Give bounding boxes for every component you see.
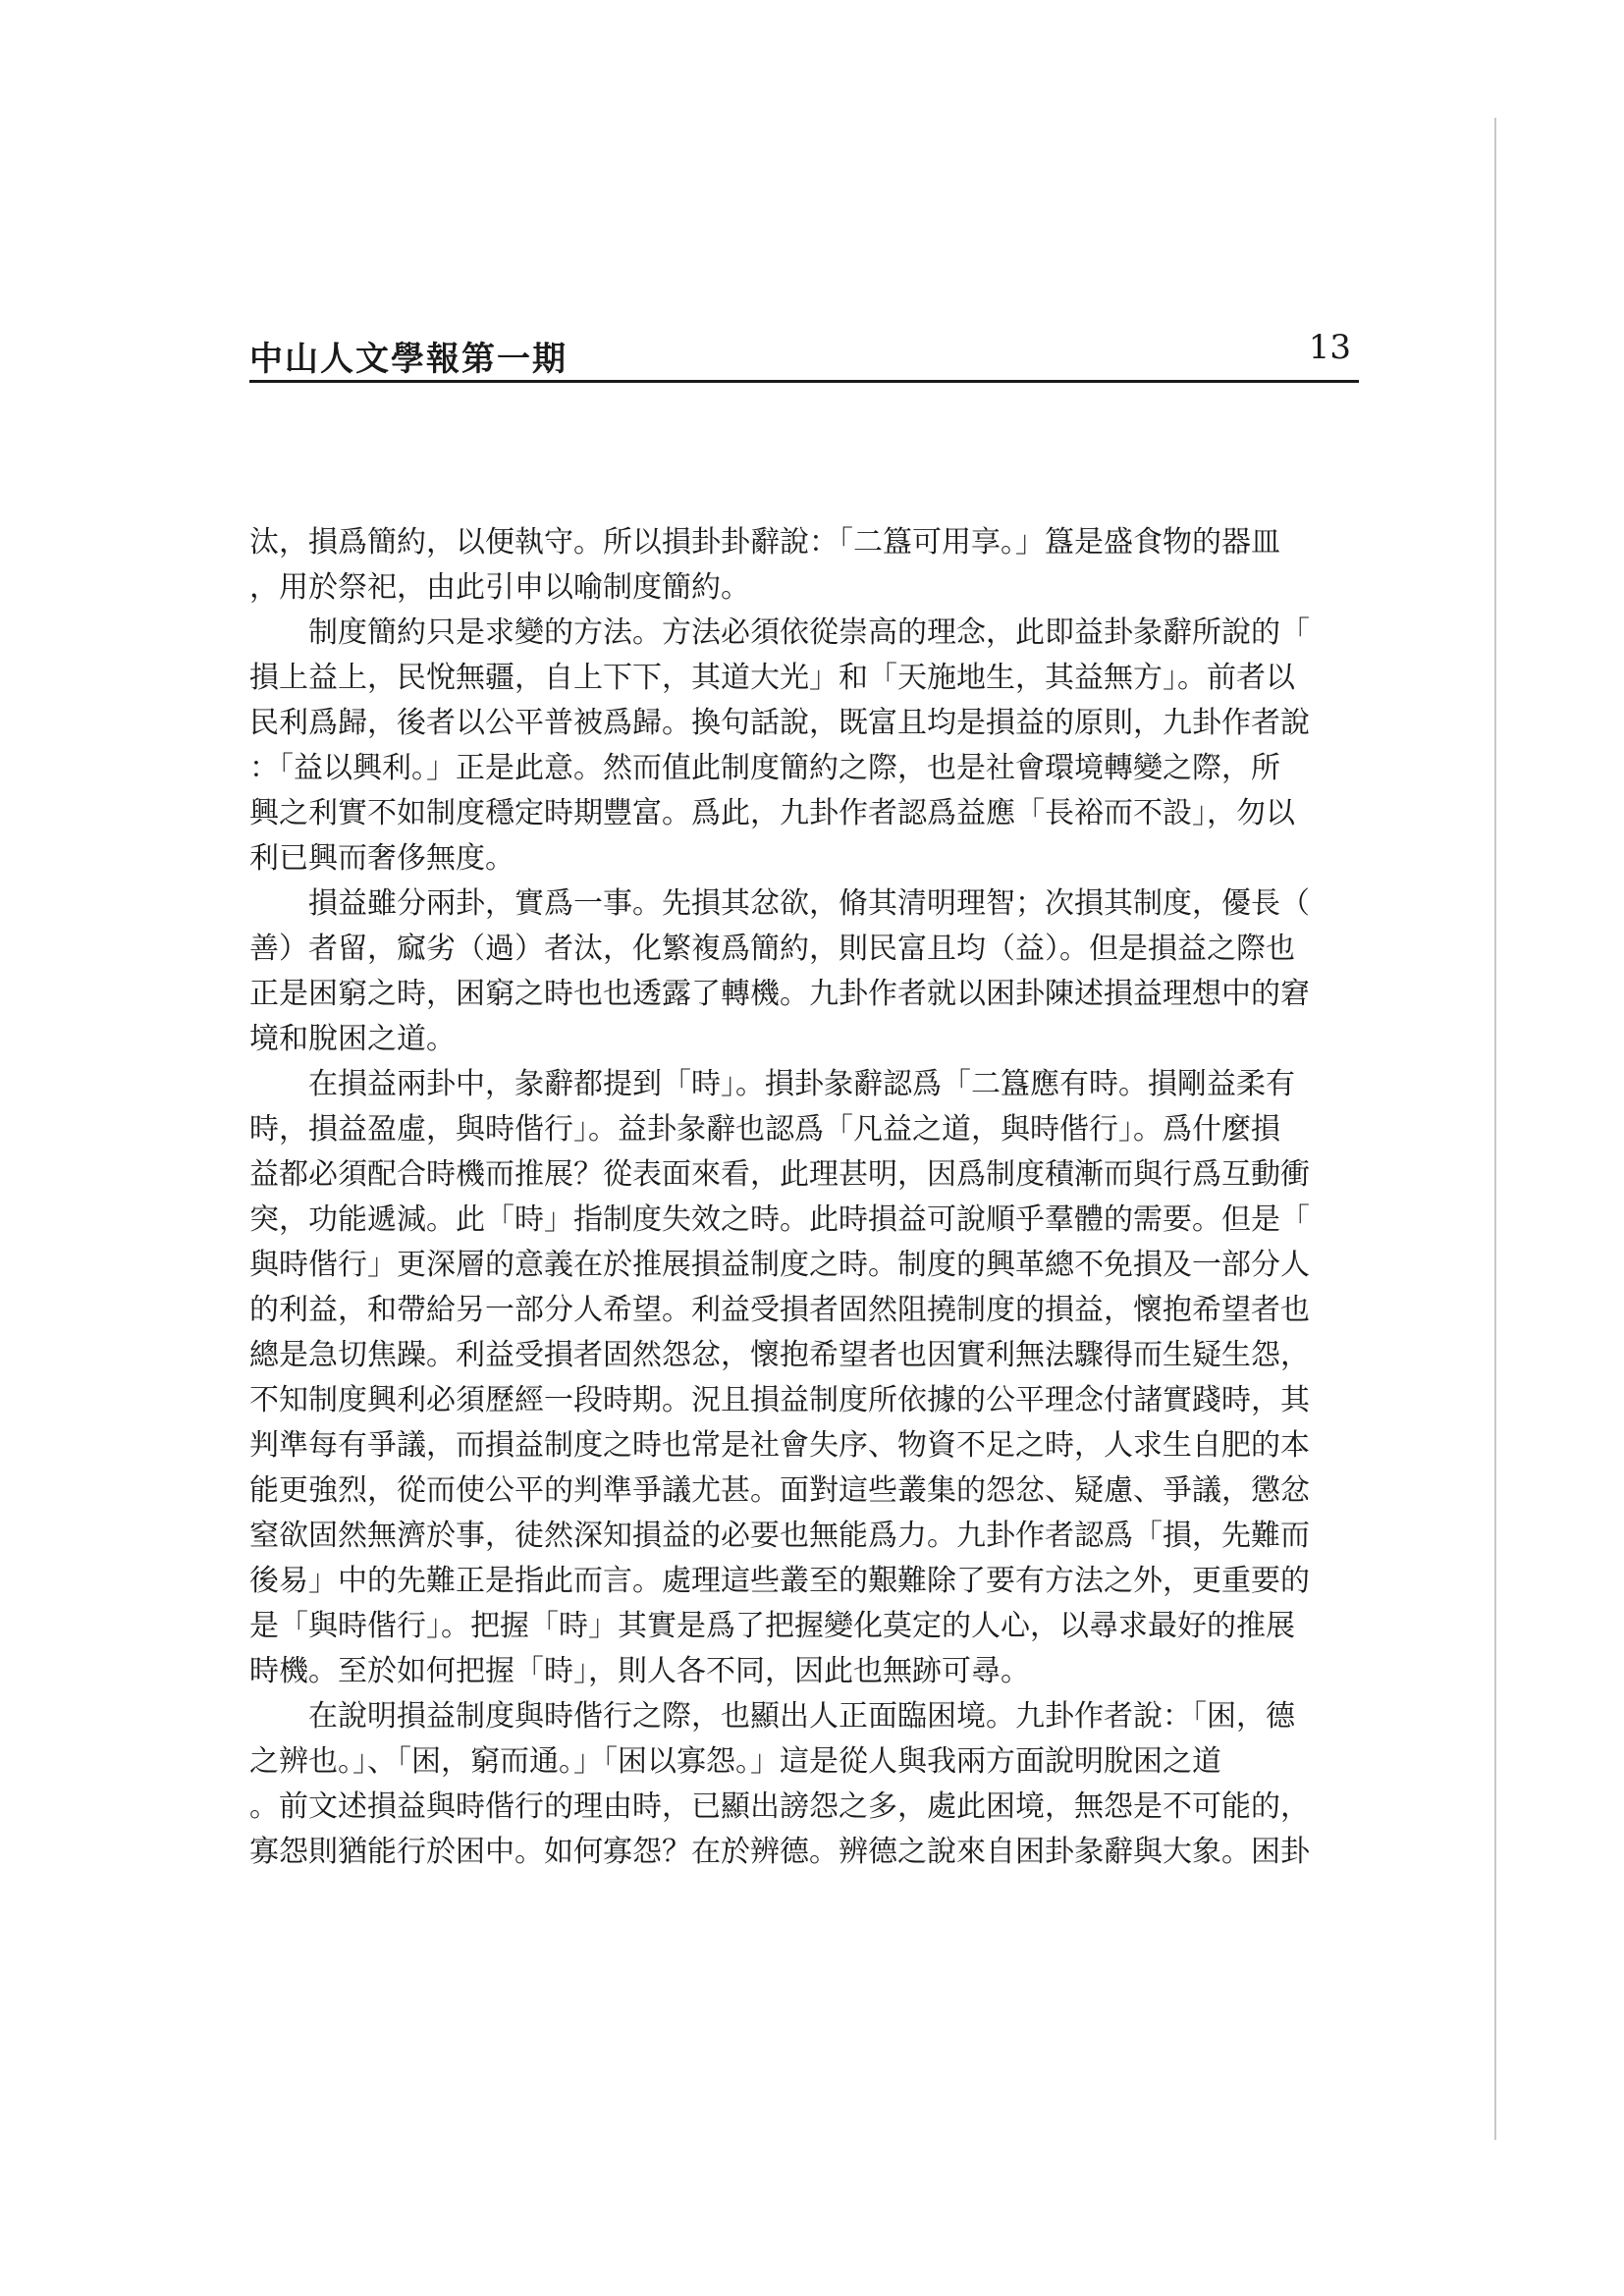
text-line: 民利爲歸，後者以公平普被爲歸。換句話說，既富且均是損益的原則，九卦作者說 [249, 706, 1310, 740]
text-line: 在損益兩卦中，彖辭都提到「時」。損卦彖辭認爲「二簋應有時。損剛益柔有 [308, 1067, 1295, 1101]
text-line: 境和脫困之道。 [249, 1022, 456, 1056]
page-number: 13 [1308, 328, 1351, 367]
text-line: 汰，損爲簡約，以便執守。所以損卦卦辭說：「二簋可用享。」簋是盛食物的器皿 [249, 525, 1280, 560]
scan-edge-line [1494, 118, 1496, 2140]
text-line: 在說明損益制度與時偕行之際，也顯出人正面臨困境。九卦作者說：「困，德 [308, 1699, 1295, 1734]
text-line: 寡怨則猶能行於困中。如何寡怨？在於辨德。辨德之說來自困卦彖辭與大象。困卦 [249, 1835, 1310, 1869]
text-line: 突，功能遞減。此「時」指制度失效之時。此時損益可說順乎羣體的需要。但是「 [249, 1202, 1310, 1237]
text-line: 後易」中的先難正是指此而言。處理這些叢至的艱難除了要有方法之外，更重要的 [249, 1564, 1310, 1598]
text-line: 與時偕行」更深層的意義在於推展損益制度之時。制度的興革總不免損及一部分人 [249, 1248, 1310, 1282]
text-line: 能更強烈，從而使公平的判準爭議尤甚。面對這些叢集的怨忿、疑慮、爭議，懲忿 [249, 1473, 1310, 1508]
body-text [249, 520, 1310, 1875]
text-line: 時機。至於如何把握「時」，則人各不同，因此也無跡可尋。 [249, 1654, 1030, 1688]
text-line: 時，損益盈虛，與時偕行」。益卦彖辭也認爲「凡益之道，與時偕行」。爲什麼損 [249, 1112, 1280, 1147]
text-line: 總是急切焦躁。利益受損者固然怨忿，懷抱希望者也因實利無法驟得而生疑生怨， [249, 1338, 1310, 1372]
text-line: 興之利實不如制度穩定時期豐富。爲此，九卦作者認爲益應「長裕而不設」，勿以 [249, 796, 1295, 830]
text-line: ：「益以興利。」正是此意。然而值此制度簡約之際，也是社會環境轉變之際，所 [249, 751, 1280, 785]
text-line: 善）者留，窳劣（過）者汰，化繁複爲簡約，則民富且均（益）。但是損益之際也 [249, 932, 1295, 966]
text-line: 的利益，和帶給另一部分人希望。利益受損者固然阻撓制度的損益，懷抱希望者也 [249, 1293, 1310, 1327]
text-line: ，用於祭祀，由此引申以喻制度簡約。 [249, 570, 750, 605]
running-header [249, 324, 1359, 383]
journal-title: 中山人文學報第一期 [249, 340, 568, 379]
text-line: 不知制度興利必須歷經一段時期。況且損益制度所依據的公平理念付諸實踐時，其 [249, 1383, 1310, 1417]
text-line: 判準每有爭議，而損益制度之時也常是社會失序、物資不足之時，人求生自肥的本 [249, 1428, 1310, 1463]
text-line: 。前文述損益與時偕行的理由時，已顯出謗怨之多，處此困境，無怨是不可能的， [249, 1789, 1310, 1824]
text-line: 正是困窮之時，困窮之時也也透露了轉機。九卦作者就以困卦陳述損益理想中的窘 [249, 977, 1310, 1011]
text-line: 損益雖分兩卦，實爲一事。先損其忿欲，脩其清明理智；次損其制度，優長（ [308, 886, 1310, 921]
text-line: 益都必須配合時機而推展？從表面來看，此理甚明，因爲制度積漸而與行爲互動衝 [249, 1157, 1310, 1192]
text-line: 制度簡約只是求變的方法。方法必須依從崇高的理念，此即益卦彖辭所說的「 [308, 615, 1310, 650]
text-line: 是「與時偕行」。把握「時」其實是爲了把握變化莫定的人心，以尋求最好的推展 [249, 1609, 1295, 1643]
text-line: 利已興而奢侈無度。 [249, 841, 514, 876]
text-line: 窒欲固然無濟於事，徒然深知損益的必要也無能爲力。九卦作者認爲「損，先難而 [249, 1519, 1310, 1553]
text-line: 損上益上，民悅無疆，自上下下，其道大光」和「天施地生，其益無方」。前者以 [249, 661, 1295, 695]
header-rule [249, 380, 1359, 383]
text-line: 之辨也。」、「困，窮而通。」「困以寡怨。」這是從人與我兩方面說明脫困之道 [249, 1744, 1221, 1779]
